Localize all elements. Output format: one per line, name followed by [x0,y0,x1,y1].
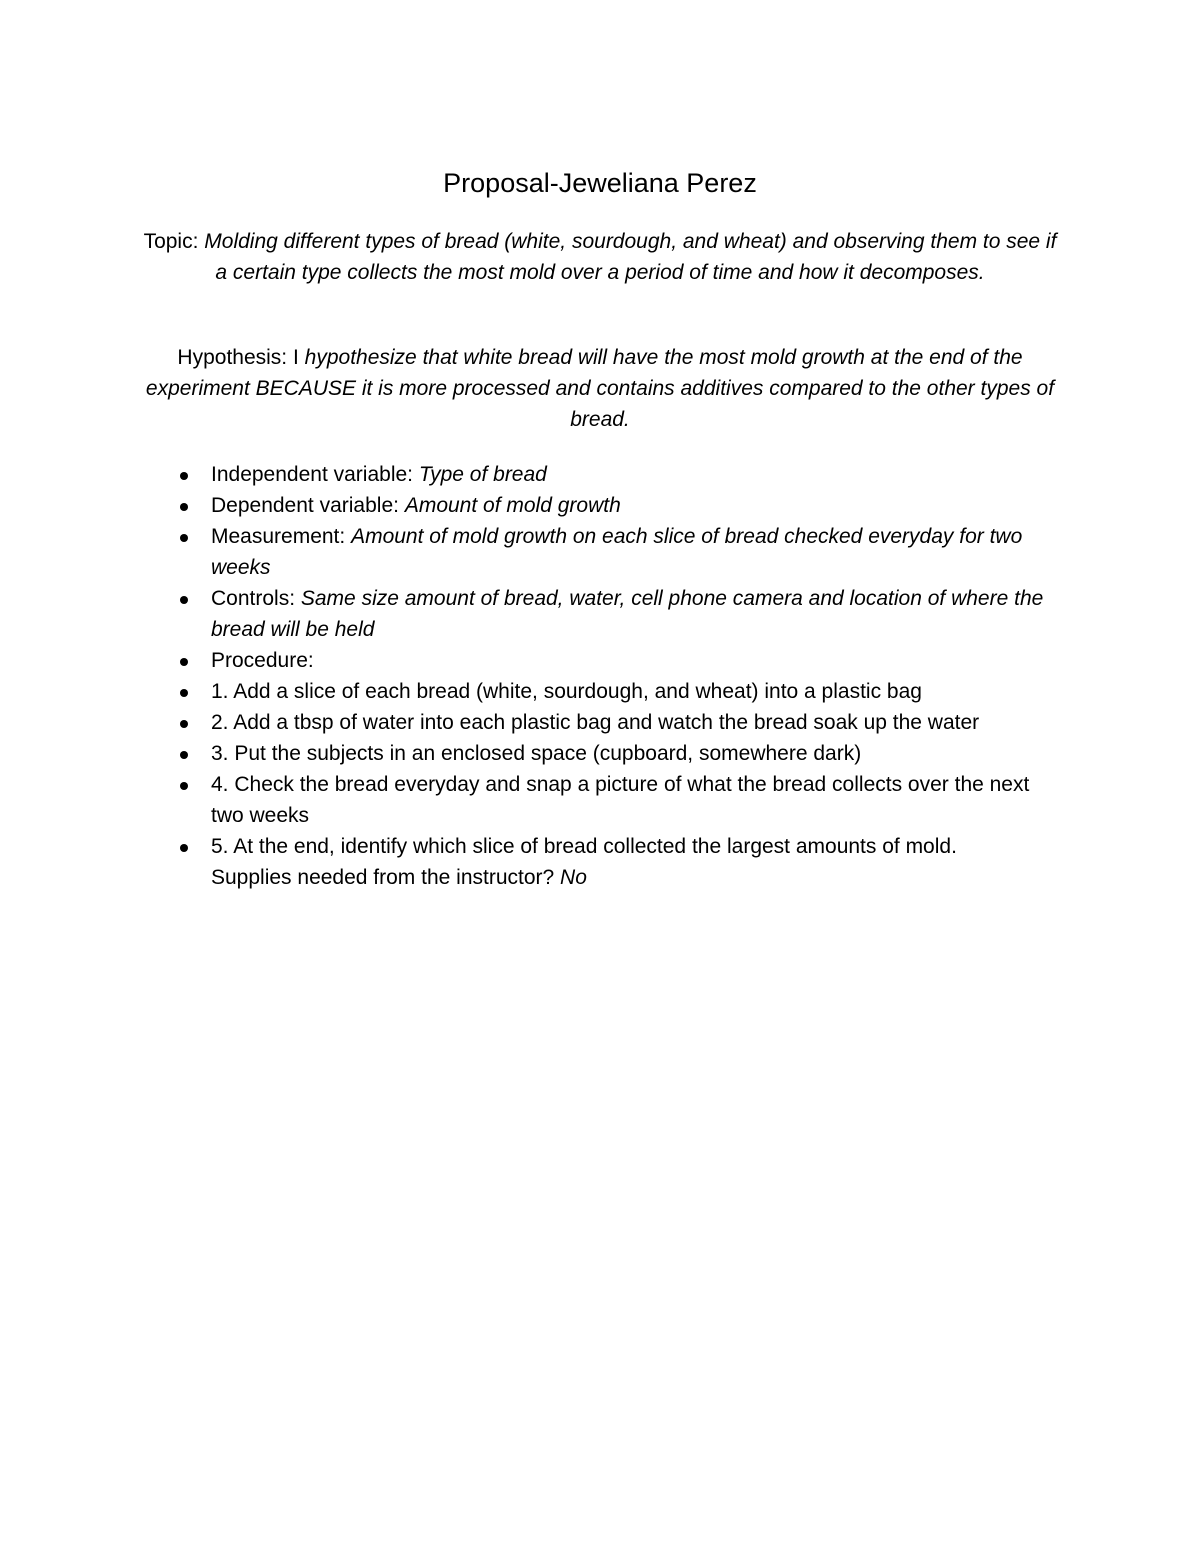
topic-label: Topic: [143,230,205,253]
list-item-step-2 [0,707,1061,738]
supplies-value: No [560,866,587,889]
item-value: Amount of mold growth on each slice of bread checked everyday for two weeks [211,525,1023,579]
list-item-step-5 [0,831,1061,893]
list-item-controls [0,583,1061,645]
bullet-icon [180,472,188,480]
supplies-label: Supplies needed from the instructor? [211,866,561,889]
item-label: Procedure: [211,649,314,672]
list-item-measurement [0,521,1061,583]
item-label: 3. Put the subjects in an enclosed space (cupboard, somewhere dark) [211,742,862,765]
item-label: Measurement: [211,525,352,548]
list-item-step-1 [0,676,1061,707]
list-item-dependent-variable [0,490,1061,521]
bullet-icon [180,503,188,511]
bullet-icon [180,751,188,759]
item-value: Type of bread [418,463,547,486]
item-label: 2. Add a tbsp of water into each plastic bag and watch the bread soak up the water [211,711,980,734]
bullet-list [0,459,1200,893]
topic-text: Molding different types of bread (white, sourdough, and wheat) and observing them to see if a certain type collects the most mold over a period of time and how it decomposes. [204,230,1057,284]
item-label: 4. Check the bread everyday and snap a picture of what the bread collects over the next two weeks [211,773,1030,827]
item-value: Same size amount of bread, water, cell phone camera and location of where the bread will be held [211,587,1044,641]
document-title: Proposal-Jeweliana Perez [443,168,757,198]
hypothesis-paragraph [140,342,1060,435]
bullet-icon [180,534,188,542]
list-item-independent-variable [0,459,1061,490]
bullet-icon [180,658,188,666]
bullet-icon [180,689,188,697]
bullet-icon [180,596,188,604]
list-item-procedure [0,645,1061,676]
item-label: 5. At the end, identify which slice of bread collected the largest amounts of mold. [211,835,957,858]
hypothesis-label: Hypothesis: I [177,346,305,369]
item-label: 1. Add a slice of each bread (white, sourdough, and wheat) into a plastic bag [211,680,922,703]
bullet-icon [180,720,188,728]
list-item-step-4 [0,769,1061,831]
hypothesis-text: hypothesize that white bread will have the most mold growth at the end of the experiment BECAUSE it is more processed and contains additives compared to the other types of bread. [145,346,1055,431]
bullet-icon [180,782,188,790]
topic-paragraph [140,226,1060,288]
item-label: Dependent variable: [211,494,405,517]
list-item-step-3 [0,738,1061,769]
item-value: Amount of mold growth [404,494,621,517]
item-label: Controls: [211,587,301,610]
item-label: Independent variable: [211,463,419,486]
bullet-icon [180,844,188,852]
